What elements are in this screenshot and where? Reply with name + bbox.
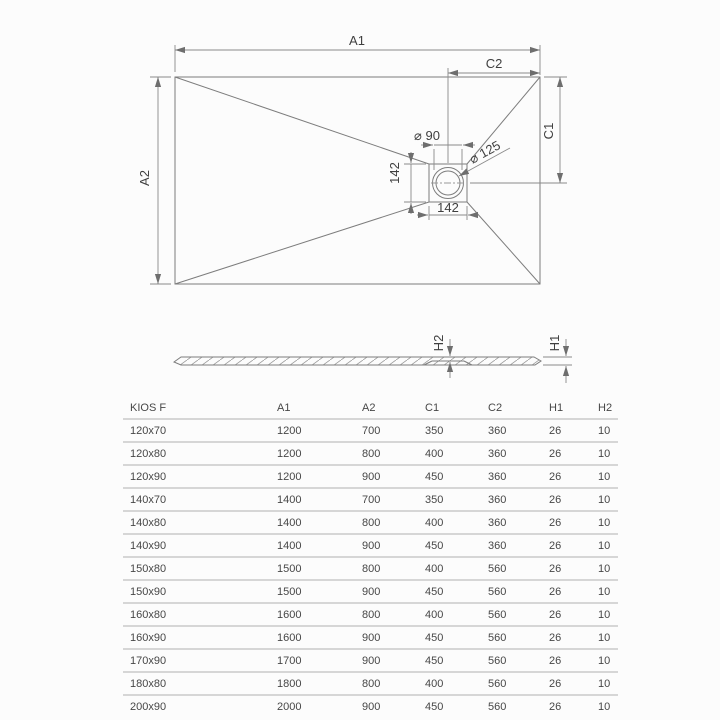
dimension-cell: 26 (549, 654, 562, 667)
dimension-cell: 450 (425, 470, 444, 483)
dimension-cell: 10 (598, 493, 611, 506)
dimension-cell: 350 (425, 424, 444, 437)
table-row (123, 443, 618, 466)
dimension-cell: 900 (362, 470, 381, 483)
column-header: C1 (425, 401, 440, 414)
table-body (123, 420, 618, 717)
table-row (123, 696, 618, 717)
dimension-cell: 700 (362, 493, 381, 506)
dimension-cell: 26 (549, 424, 562, 437)
dimension-cell: 10 (598, 608, 611, 621)
dimension-cell: 360 (488, 447, 507, 460)
plan-dimension-labels (137, 33, 556, 215)
dimension-cell: 10 (598, 447, 611, 460)
table-row (123, 581, 618, 604)
plan-view (175, 77, 540, 284)
dimension-cell: 900 (362, 539, 381, 552)
plan-dimensions (150, 45, 567, 284)
model-size-cell: 140x90 (130, 539, 167, 552)
model-column-header: KIOS F (130, 401, 167, 414)
dimension-cell: 800 (362, 608, 381, 621)
dimension-cell: 26 (549, 631, 562, 644)
dimension-cell: 26 (549, 470, 562, 483)
dimension-cell: 560 (488, 608, 507, 621)
section-dimension-labels (431, 335, 562, 352)
dimension-cell: 1200 (277, 424, 302, 437)
model-size-cell: 150x90 (130, 585, 167, 598)
label-a1: A1 (349, 33, 365, 48)
dimension-cell: 360 (488, 424, 507, 437)
dimension-cell: 900 (362, 585, 381, 598)
table-row (123, 604, 618, 627)
dimension-cell: 900 (362, 700, 381, 713)
table-row (123, 673, 618, 696)
dimension-cell: 800 (362, 516, 381, 529)
dimension-cell: 1700 (277, 654, 302, 667)
table-row (123, 466, 618, 489)
tray-outline (175, 77, 540, 284)
dimension-cell: 10 (598, 470, 611, 483)
label-142-vertical: 142 (387, 162, 402, 184)
dimension-cell: 560 (488, 677, 507, 690)
label-drain-outer: ⌀ 125 (466, 137, 503, 167)
dimension-cell: 560 (488, 654, 507, 667)
label-h1: H1 (547, 334, 562, 352)
dimension-cell: 1600 (277, 631, 302, 644)
dimension-cell: 400 (425, 447, 444, 460)
model-size-cell: 120x80 (130, 447, 167, 460)
dimensions-table (123, 397, 618, 717)
dim-a2 (150, 77, 171, 284)
table-row (123, 512, 618, 535)
table-row (123, 650, 618, 673)
label-142-horizontal: 142 (437, 200, 459, 215)
section-view (174, 357, 541, 365)
label-drain-inner: ⌀ 90 (414, 128, 440, 143)
dimension-cell: 26 (549, 677, 562, 690)
dimension-cell: 1400 (277, 539, 302, 552)
dimension-cell: 10 (598, 700, 611, 713)
dimension-cell: 450 (425, 631, 444, 644)
table-row (123, 420, 618, 443)
model-size-cell: 200x90 (130, 700, 167, 713)
dimension-cell: 10 (598, 654, 611, 667)
model-size-cell: 140x80 (130, 516, 167, 529)
model-size-cell: 170x90 (130, 654, 167, 667)
model-size-cell: 120x90 (130, 470, 167, 483)
dimension-cell: 400 (425, 562, 444, 575)
label-c1: C1 (541, 122, 556, 140)
dimension-cell: 800 (362, 562, 381, 575)
column-header: H1 (549, 401, 564, 414)
label-h2: H2 (431, 334, 446, 352)
column-header: H2 (598, 401, 613, 414)
label-a2: A2 (137, 170, 152, 186)
table-row (123, 558, 618, 581)
dimension-cell: 400 (425, 516, 444, 529)
dimension-cell: 26 (549, 493, 562, 506)
dimension-cell: 1200 (277, 470, 302, 483)
dimension-cell: 10 (598, 424, 611, 437)
dimension-cell: 700 (362, 424, 381, 437)
dimension-cell: 1200 (277, 447, 302, 460)
dimension-cell: 560 (488, 585, 507, 598)
dimension-cell: 560 (488, 562, 507, 575)
table-row (123, 489, 618, 512)
dimension-cell: 900 (362, 654, 381, 667)
dimension-cell: 10 (598, 677, 611, 690)
dimension-cell: 1500 (277, 585, 302, 598)
tray-section-profile (174, 357, 541, 365)
dimension-cell: 560 (488, 631, 507, 644)
dimension-cell: 26 (549, 447, 562, 460)
model-size-cell: 140x70 (130, 493, 167, 506)
dimension-cell: 26 (549, 700, 562, 713)
dimension-cell: 350 (425, 493, 444, 506)
dimension-cell: 1800 (277, 677, 302, 690)
dimension-cell: 10 (598, 539, 611, 552)
dimension-cell: 450 (425, 654, 444, 667)
table-row (123, 627, 618, 650)
dimension-cell: 26 (549, 539, 562, 552)
dimension-cell: 1400 (277, 516, 302, 529)
dimension-cell: 10 (598, 516, 611, 529)
dim-drain-box-vertical (404, 152, 426, 214)
dimension-cell: 900 (362, 631, 381, 644)
dimension-cell: 360 (488, 516, 507, 529)
dimension-cell: 400 (425, 608, 444, 621)
column-header: A2 (362, 401, 376, 414)
dimension-cell: 1600 (277, 608, 302, 621)
column-header: A1 (277, 401, 291, 414)
dimension-cell: 1400 (277, 493, 302, 506)
dimension-cell: 450 (425, 585, 444, 598)
dimension-cell: 450 (425, 700, 444, 713)
dimension-cell: 360 (488, 470, 507, 483)
dimension-cell: 360 (488, 539, 507, 552)
label-c2: C2 (485, 56, 503, 71)
column-header: C2 (488, 401, 503, 414)
table-row (123, 535, 618, 558)
model-size-cell: 120x70 (130, 424, 167, 437)
table-header-row (123, 397, 618, 420)
model-size-cell: 160x90 (130, 631, 167, 644)
dimension-cell: 800 (362, 677, 381, 690)
dimension-cell: 360 (488, 493, 507, 506)
dimension-cell: 450 (425, 539, 444, 552)
dimension-cell: 10 (598, 631, 611, 644)
dimension-cell: 26 (549, 562, 562, 575)
dimension-cell: 560 (488, 700, 507, 713)
dimension-cell: 800 (362, 447, 381, 460)
dimension-cell: 10 (598, 562, 611, 575)
dimension-cell: 26 (549, 516, 562, 529)
dimension-cell: 2000 (277, 700, 302, 713)
dimension-cell: 26 (549, 585, 562, 598)
dimension-cell: 400 (425, 677, 444, 690)
dimension-cell: 26 (549, 608, 562, 621)
slope-fold-lines (175, 77, 540, 284)
model-size-cell: 160x80 (130, 608, 167, 621)
model-size-cell: 150x80 (130, 562, 167, 575)
model-size-cell: 180x80 (130, 677, 167, 690)
dimension-cell: 1500 (277, 562, 302, 575)
dimension-cell: 10 (598, 585, 611, 598)
